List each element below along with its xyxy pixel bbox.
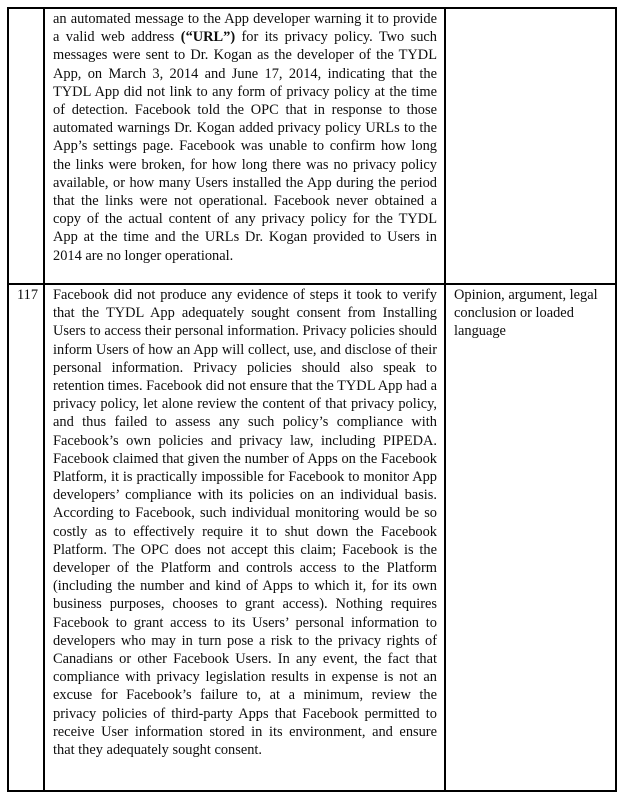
row-body-cell (44, 284, 445, 791)
paragraph-continuation: an automated message to the App developer warning it to provide a valid web address (“URL”) for its privacy policy. Two such messages were sent to Dr. Kogan as the developer of the TYDL App, on March 3, 2014 and June 17, 2014, indicating that the TYDL App did not link to any form of privacy policy at the time of detection. Facebook told the OPC that in response to those automated warnings Dr. Kogan added privacy policy URLs to the App’s settings page. Facebook was unable to confirm how long the links were broken, for how long there was no privacy policy available, or how many Users installed the App during the period that the links were not operational. Facebook never obtained a copy of the actual content of any privacy policy for the TYDL App at the time and the URLs Dr. Kogan provided to Users in 2014 are no longer operational. (53, 11, 437, 264)
table-row (8, 8, 616, 284)
category-text: Opinion, argument, legal conclusion or loaded language (454, 287, 598, 340)
row-number-cell: 117 (8, 284, 44, 791)
table-row (8, 284, 616, 791)
review-table (7, 7, 617, 792)
row-number-cell (8, 8, 44, 284)
row-body-cell (44, 8, 445, 284)
row-category-cell (445, 8, 616, 284)
paragraph-117: Facebook did not produce any evidence of steps it took to verify that the TYDL App adequately sought consent from Installing Users to access their personal information. Privacy policies should inform Users of how an App will collect, use, and disclose of their personal information. Privacy policies should also speak to retention times. Facebook did not ensure that the TYDL App had a privacy policy, let alone review the content of that privacy policy, and thus failed to assess any such policy’s compliance with Facebook’s own policies and privacy law, including PIPEDA. Facebook claimed that given the number of Apps on the Facebook Platform, it is practically impossible for Facebook to monitor App developers’ compliance with its policies on an individual basis. According to Facebook, such individual monitoring would be so costly as to effectively require it to shut down the Facebook Platform. The OPC does not accept this claim; Facebook is the developer of the Platform and controls access to the Platform (including the number and kind of Apps to which it, for its own business purposes, chooses to grant access). Nothing requires Facebook to grant access to its Users’ personal information to developers who may in turn pose a risk to the privacy rights of Canadians or other Facebook Users. In any event, the fact that compliance with privacy legislation results in expense is not an excuse for Facebook’s failure to, at a minimum, review the privacy policies of third-party Apps that Facebook permitted to receive User information stored in its environment, and ensure that they adequately sought consent. (53, 287, 437, 759)
row-category-cell (445, 284, 616, 791)
